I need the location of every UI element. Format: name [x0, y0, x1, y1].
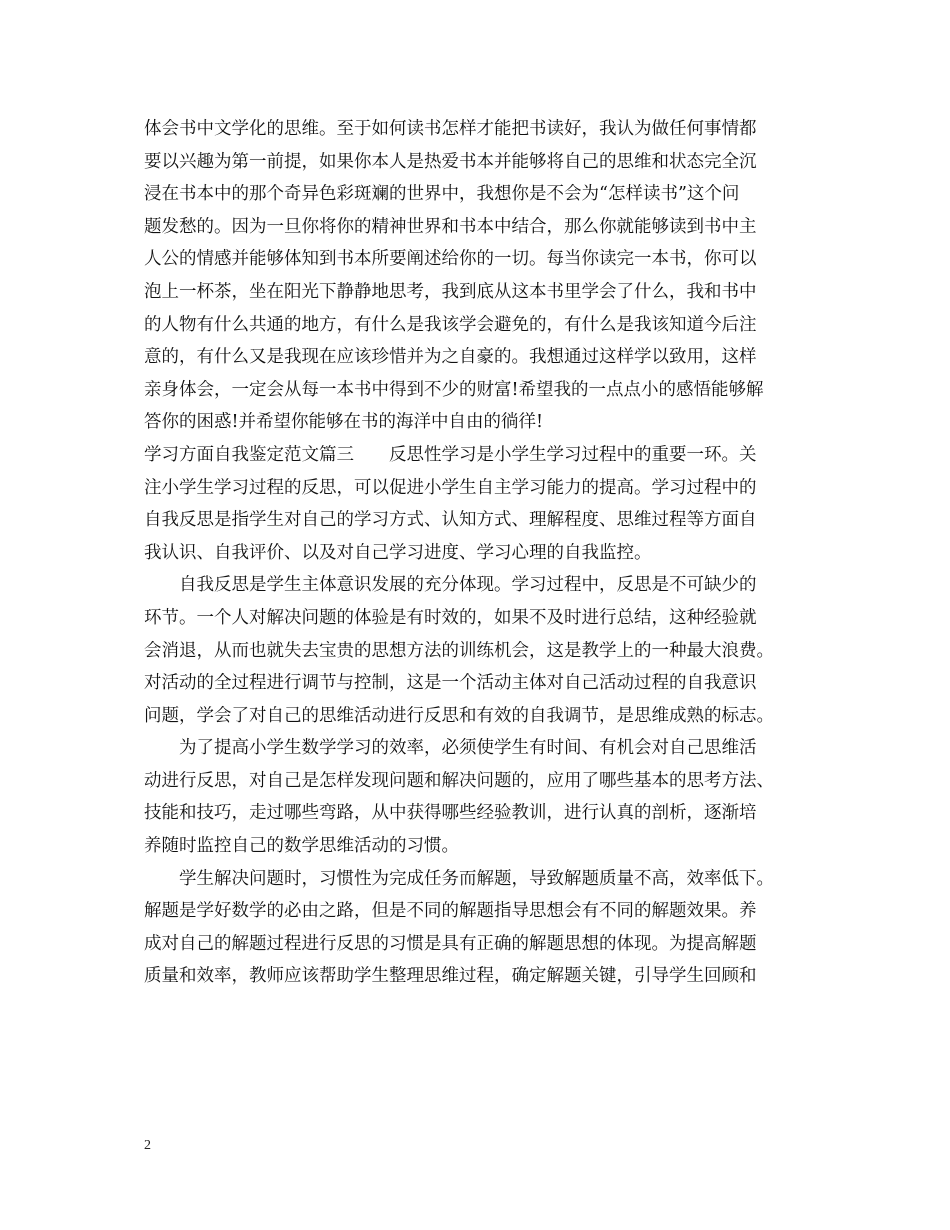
text-line: 泡上一杯茶，坐在阳光下静静地思考，我到底从这本书里学会了什么，我和书中 — [144, 281, 757, 302]
text-line: 的人物有什么共通的地方，有什么是我该学会避免的，有什么是我该知道今后注 — [144, 314, 757, 335]
text-line: 解题是学好数学的必由之路，但是不同的解题指导思想会有不同的解题效果。养 — [144, 901, 757, 922]
text-line: 浸在书本中的那个奇异色彩斑斓的世界中，我想你是不会为“怎样读书”这个问 — [144, 184, 740, 205]
text-line: 成对自己的解题过程进行反思的习惯是具有正确的解题思想的体现。为提高解题 — [144, 933, 757, 954]
text-line: 注小学生学习过程的反思，可以促进小学生自主学习能力的提高。学习过程中的 — [144, 477, 757, 498]
page-number: 2 — [144, 1138, 151, 1153]
text-line: 学习方面自我鉴定范文篇三 反思性学习是小学生学习过程中的重要一环。关 — [144, 444, 757, 465]
text-line: 技能和技巧，走过哪些弯路，从中获得哪些经验教训，进行认真的剖析，逐渐培 — [144, 803, 757, 824]
text-line: 亲身体会，一定会从每一本书中得到不少的财富!希望我的一点点小的感悟能够解 — [144, 379, 764, 400]
text-line: 对活动的全过程进行调节与控制，这是一个活动主体对自己活动过程的自我意识 — [144, 673, 757, 694]
text-line: 学生解决问题时，习惯性为完成任务而解题，导致解题质量不高，效率低下。 — [179, 868, 774, 889]
text-line: 人公的情感并能够体知到书本所要阐述给你的一切。每当你读完一本书，你可以 — [144, 249, 757, 270]
text-line: 我认识、自我评价、以及对自己学习进度、学习心理的自我监控。 — [144, 542, 652, 563]
text-line: 意的，有什么又是我现在应该珍惜并为之自豪的。我想通过这样学以致用，这样 — [144, 347, 757, 368]
text-line: 会消退，从而也就失去宝贵的思想方法的训练机会，这是教学上的一种最大浪费。 — [144, 640, 774, 661]
text-line: 要以兴趣为第一前提，如果你本人是热爱书本并能够将自己的思维和状态完全沉 — [144, 151, 757, 172]
text-line: 质量和效率，教师应该帮助学生整理思维过程，确定解题关键，引导学生回顾和 — [144, 966, 757, 987]
text-line: 自我反思是指学生对自己的学习方式、认知方式、理解程度、思维过程等方面自 — [144, 510, 757, 531]
text-line: 体会书中文学化的思维。至于如何读书怎样才能把书读好，我认为做任何事情都 — [144, 119, 757, 139]
text-line: 动进行反思，对自己是怎样发现问题和解决问题的，应用了哪些基本的思考方法、 — [144, 770, 774, 791]
text-line: 环节。一个人对解决问题的体验是有时效的，如果不及时进行总结，这种经验就 — [144, 607, 757, 628]
text-line: 自我反思是学生主体意识发展的充分体现。学习过程中，反思是不可缺少的 — [179, 575, 757, 596]
text-line: 问题，学会了对自己的思维活动进行反思和有效的自我调节，是思维成熟的标志。 — [144, 705, 774, 726]
document-body — [144, 113, 809, 993]
text-line: 答你的困惑!并希望你能够在书的海洋中自由的徜徉! — [144, 412, 544, 433]
text-line: 为了提高小学生数学学习的效率，必须使学生有时间、有机会对自己思维活 — [179, 738, 757, 759]
text-line: 题发愁的。因为一旦你将你的精神世界和书本中结合，那么你就能够读到书中主 — [144, 216, 757, 237]
text-line: 养随时监控自己的数学思维活动的习惯。 — [144, 836, 459, 857]
